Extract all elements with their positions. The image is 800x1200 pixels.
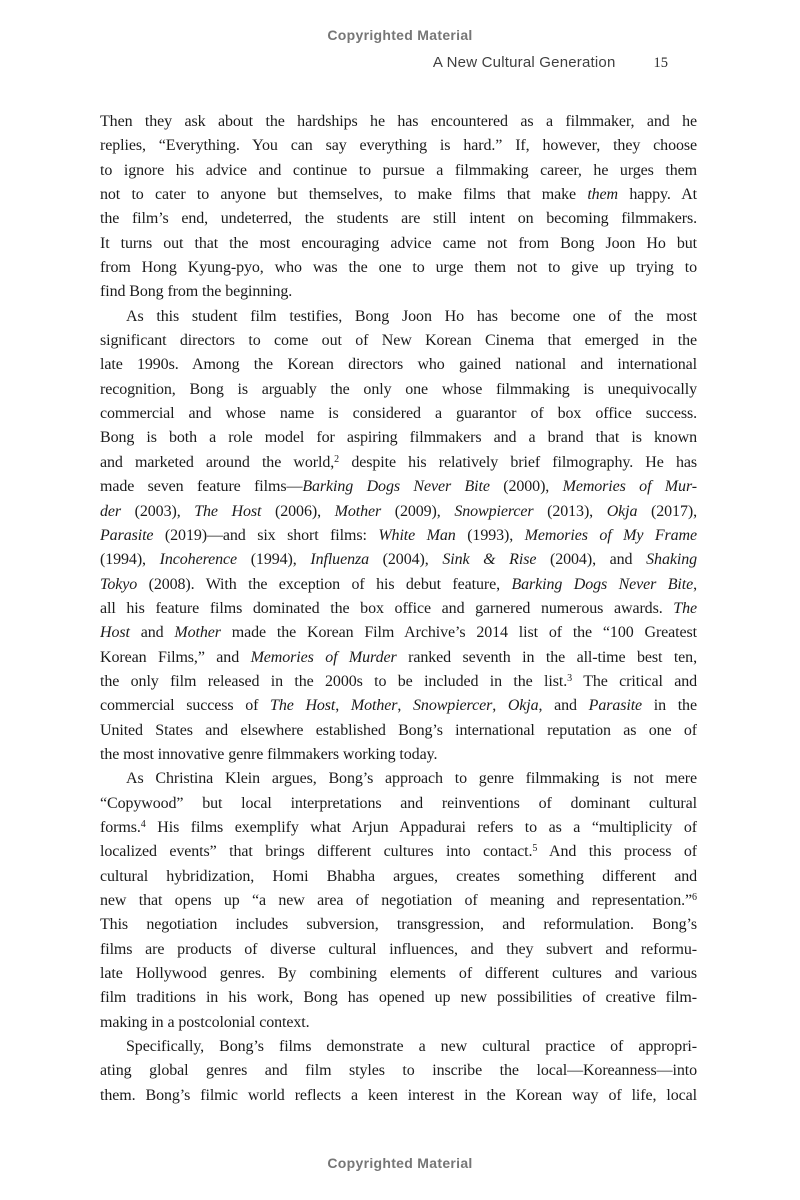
footnote-ref: 6 bbox=[692, 892, 697, 903]
text-line-p3-2: “Copywood” but local interpretations and reinventions of dominant cultural bbox=[100, 794, 697, 812]
body-text-block bbox=[100, 110, 697, 1108]
text-line-p4-2: ating global genres and film styles to inscribe the local—Koreanness—into bbox=[100, 1062, 697, 1080]
text-line-p3-9: late Hollywood genres. By combining elements of different cultures and various bbox=[100, 965, 697, 983]
text-line-p2-10: Parasite (2019)—and six short films: White Man (1993), Memories of My Frame bbox=[100, 526, 697, 544]
text-line-p2-18: United States and elsewhere established Bong’s international reputation as one of bbox=[100, 721, 697, 739]
text-line-p2-1: As this student film testifies, Bong Joon Ho has become one of the most bbox=[126, 307, 697, 325]
text-line-p2-13: all his feature films dominated the box office and garnered numerous awards. The bbox=[100, 599, 697, 617]
text-line-p2-4: recognition, Bong is arguably the only one whose filmmaking is unequivocally bbox=[100, 380, 697, 398]
text-line-p3-1: As Christina Klein argues, Bong’s approach to genre filmmaking is not mere bbox=[126, 770, 697, 788]
text-line-p1-5: the film’s end, undeterred, the students are still intent on becoming filmmakers. bbox=[100, 210, 697, 228]
text-line-p2-12: Tokyo (2008). With the exception of his debut feature, Barking Dogs Never Bite, bbox=[100, 575, 697, 593]
text-line-p1-8: find Bong from the beginning. bbox=[100, 283, 293, 301]
text-line-p3-11: making in a postcolonial context. bbox=[100, 1013, 310, 1031]
text-line-p2-8: made seven feature films—Barking Dogs Never Bite (2000), Memories of Mur- bbox=[100, 478, 697, 496]
text-line-p1-7: from Hong Kyung-pyo, who was the one to urge them not to give up trying to bbox=[100, 259, 697, 277]
text-line-p2-19: the most innovative genre filmmakers working today. bbox=[100, 745, 438, 763]
text-line-p4-3: them. Bong’s filmic world reflects a keen interest in the Korean way of life, local bbox=[100, 1086, 697, 1104]
text-line-p1-6: It turns out that the most encouraging advice came not from Bong Joon Ho but bbox=[100, 234, 697, 252]
text-line-p2-9: der (2003), The Host (2006), Mother (2009), Snowpiercer (2013), Okja (2017), bbox=[100, 502, 697, 520]
footnote-ref: 2 bbox=[334, 453, 340, 465]
footnote-ref: 4 bbox=[140, 818, 146, 830]
text-line-p3-8: films are products of diverse cultural influences, and they subvert and reformu- bbox=[100, 940, 697, 958]
text-line-p2-17: commercial success of The Host, Mother, Snowpiercer, Okja, and Parasite in the bbox=[100, 697, 697, 715]
text-line-p2-2: significant directors to come out of New Korean Cinema that emerged in the bbox=[100, 332, 697, 350]
copyright-watermark-bottom: Copyrighted Material bbox=[327, 1155, 473, 1171]
page-number: 15 bbox=[653, 55, 668, 71]
text-line-p2-6: Bong is both a role model for aspiring filmmakers and a brand that is known bbox=[100, 429, 697, 447]
footnote-ref: 5 bbox=[532, 843, 538, 855]
text-line-p4-1: Specifically, Bong’s films demonstrate a new cultural practice of appropri- bbox=[126, 1038, 697, 1056]
text-line-p3-10: film traditions in his work, Bong has opened up new possibilities of creative film- bbox=[100, 989, 697, 1007]
text-line-p1-2: replies, “Everything. You can say everything is hard.” If, however, they choose bbox=[100, 137, 697, 155]
text-line-p2-7: and marketed around the world,$^2$ despite his relatively brief filmography. He has bbox=[100, 453, 697, 471]
text-line-p3-4: localized events” that brings different cultures into contact.$^5$ And this process of bbox=[100, 843, 697, 861]
text-line-p2-11: (1994), Incoherence (1994), Influenza (2004), Sink & Rise (2004), and Shaking bbox=[100, 551, 697, 569]
running-head-row bbox=[0, 54, 668, 72]
text-line-p2-16: the only film released in the 2000s to be included in the list.$^3$ The critical and bbox=[100, 672, 697, 690]
text-line-p1-3: to ignore his advice and continue to pursue a filmmaking career, he urges them bbox=[100, 161, 697, 179]
text-line-p2-3: late 1990s. Among the Korean directors who gained national and international bbox=[100, 356, 697, 374]
text-line-p3-3: forms.$^4$ His films exemplify what Arjun Appadurai refers to as a “multiplicity of bbox=[100, 818, 697, 836]
footnote-ref: 3 bbox=[567, 672, 573, 684]
text-line-p2-5: commercial and whose name is considered a guarantor of box office success. bbox=[100, 405, 697, 423]
running-head-title: A New Cultural Generation bbox=[432, 54, 616, 71]
text-line-p3-5: cultural hybridization, Homi Bhabha argues, creates something different and bbox=[100, 867, 697, 885]
text-line-p2-15: Korean Films,” and Memories of Murder ranked seventh in the all-time best ten, bbox=[100, 648, 697, 666]
text-line-p2-14: Host and Mother made the Korean Film Archive’s 2014 list of the “100 Greatest bbox=[100, 624, 697, 642]
text-line-p1-4: not to cater to anyone but themselves, to make films that make them happy. At bbox=[100, 186, 697, 204]
text-line-p3-7: This negotiation includes subversion, transgression, and reformulation. Bong’s bbox=[100, 916, 697, 934]
copyright-watermark-top: Copyrighted Material bbox=[327, 27, 473, 43]
text-line-p1-1: Then they ask about the hardships he has encountered as a filmmaker, and he bbox=[100, 113, 697, 130]
text-line-p3-6: new that opens up “a new area of negotiation of meaning and representation.”$^6$ bbox=[100, 892, 697, 909]
